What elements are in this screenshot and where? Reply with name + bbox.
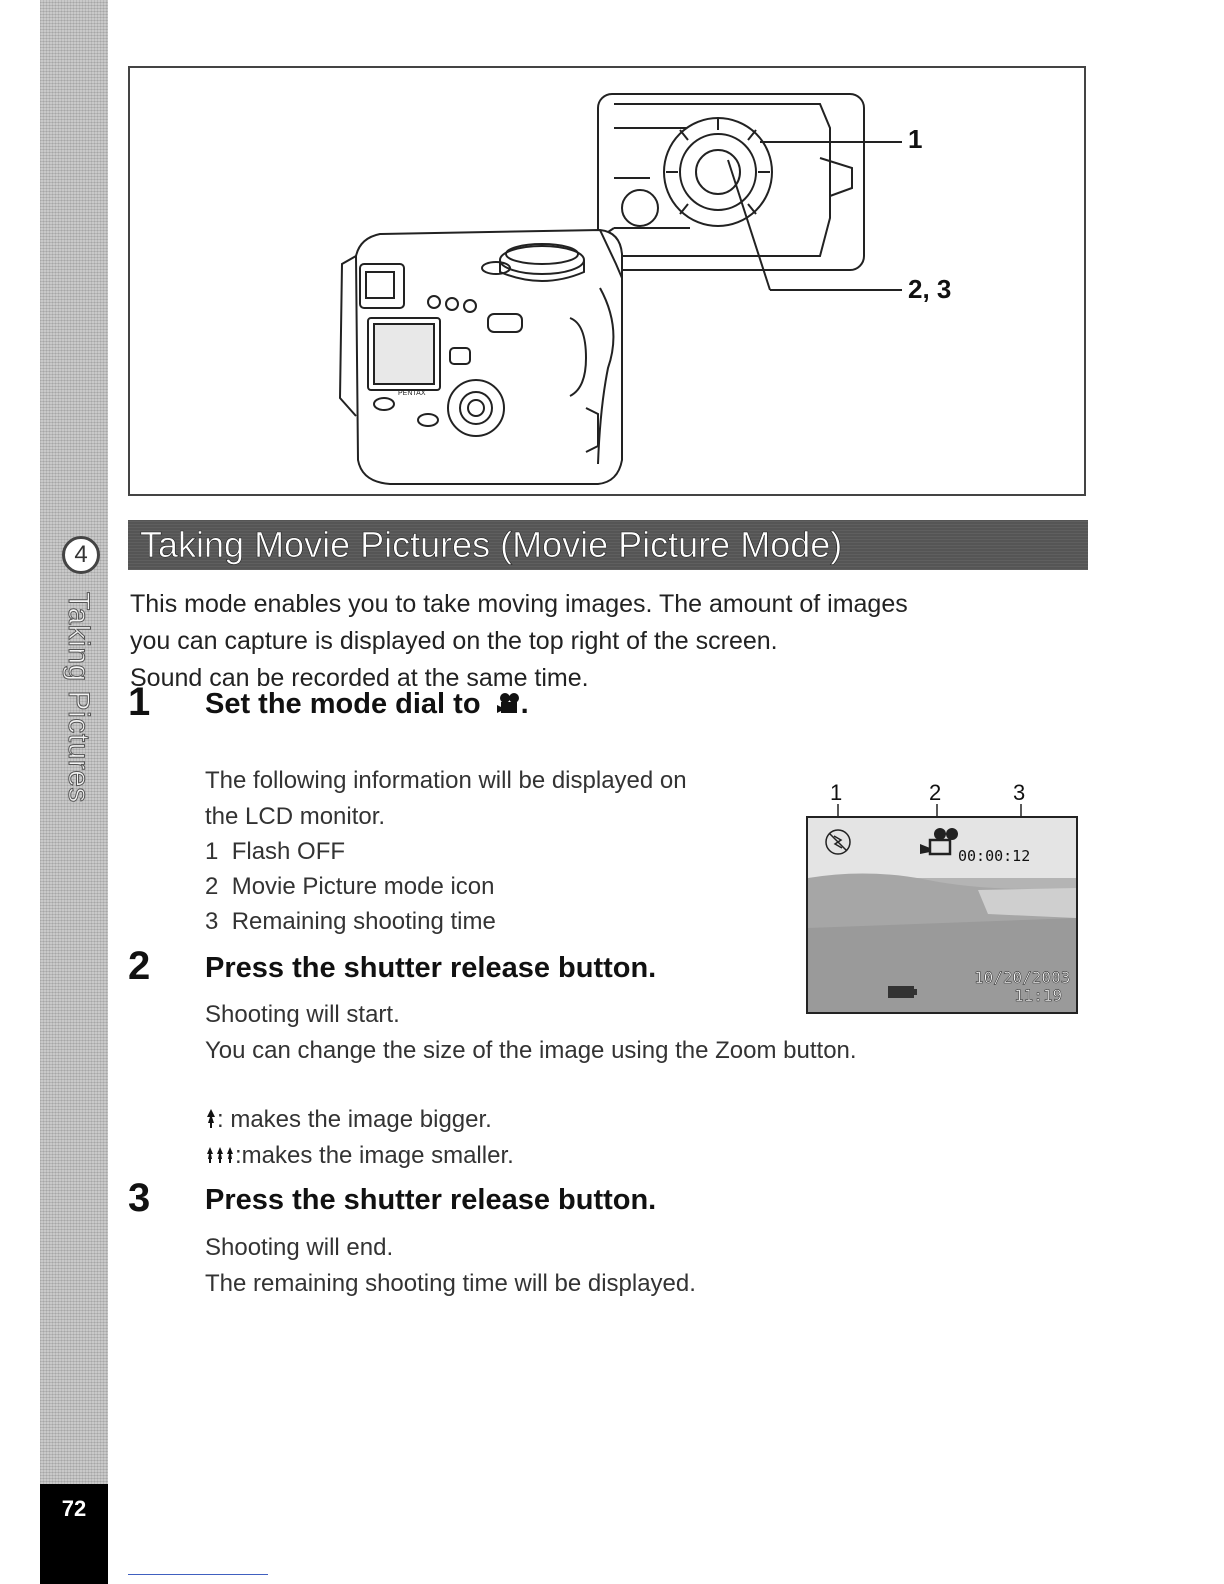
description-line: You can change the size of the image using the Zoom button. [205,1037,857,1064]
section-title-banner [128,520,1088,570]
description-line: The remaining shooting time will be displayed. [205,1270,696,1297]
zoom-tele-note [205,1106,492,1134]
camera-illustration [130,68,1084,494]
step-2-title: Press the shutter release button. [205,952,657,984]
chapter-number-badge: 4 [62,536,100,574]
intro-line: Sound can be recorded at the same time. [130,664,589,692]
legend-number: 3 [205,908,219,935]
description-line: the LCD monitor. [205,803,386,830]
legend-number: 2 [205,873,219,900]
camera-illustration-frame [128,66,1086,496]
zoom-tele-text: : makes the image bigger. [217,1106,492,1133]
step-1-title-text: Set the mode dial to [205,688,481,720]
zoom-tele-icon [205,1108,217,1130]
intro-line: you can capture is displayed on the top right of the screen. [130,627,778,655]
page-number: 72 [61,1496,87,1521]
zoom-wide-text: :makes the image smaller. [235,1142,514,1169]
lcd-clock: 11:19 [1014,986,1063,1005]
zoom-wide-note [205,1142,514,1170]
movie-mode-icon [495,692,521,716]
description-line: The following information will be displayed on [205,767,687,794]
callout-label-1: 1 [908,124,923,154]
lcd-remaining-time: 00:00:12 [958,847,1031,865]
step-3-title: Press the shutter release button. [205,1184,657,1216]
step-2-number: 2 [128,944,151,988]
step-1-title-end: . [520,688,529,720]
step-3-description [205,1230,696,1302]
lcd-legend-item-1 [205,838,345,866]
lcd-monitor-preview [806,816,1078,1014]
legend-text: Flash OFF [231,838,346,865]
lcd-callout-1: 1 [830,780,843,805]
intro-paragraph [130,586,1110,697]
zoom-wide-icon [205,1144,235,1166]
step-1-number: 1 [128,680,151,724]
lcd-callout-3: 3 [1013,780,1026,805]
legend-number: 1 [205,838,219,865]
footer-rule [128,1574,268,1575]
section-title: Taking Movie Pictures (Movie Picture Mode) [140,524,843,565]
legend-text: Movie Picture mode icon [231,873,495,900]
lcd-legend-item-2 [205,873,494,901]
lcd-date: 10/20/2003 [974,968,1071,987]
page-number-box [40,1484,108,1584]
step-1-description [205,763,687,835]
chapter-title-text: Taking Pictures [62,592,95,803]
legend-text: Remaining shooting time [231,908,496,935]
step-2-description [205,997,857,1069]
description-line: Shooting will end. [205,1234,394,1261]
lcd-legend-item-3 [205,908,496,936]
callout-label-2-3: 2, 3 [908,274,952,304]
step-1-title [205,688,529,721]
lcd-callout-2: 2 [929,780,942,805]
chapter-title-vertical [58,592,98,832]
intro-line: This mode enables you to take moving images. The amount of images [130,590,908,618]
step-3-number: 3 [128,1176,151,1220]
description-line: Shooting will start. [205,1001,400,1028]
camera-brand-label: PENTAX [398,390,426,397]
